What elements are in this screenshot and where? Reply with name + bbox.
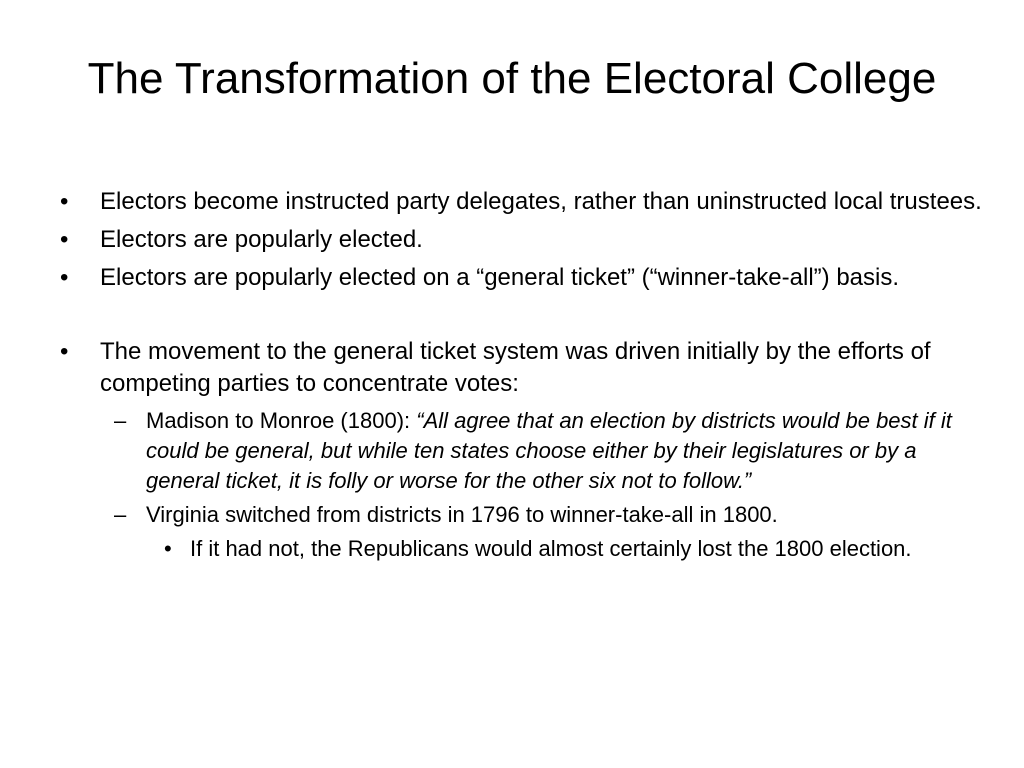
bullet-item-movement (56, 336, 986, 400)
slide-body (56, 186, 986, 564)
sub-bullet-quote: “All agree that an election by districts would be best if it could be general, but while ten states choose either by their legislatures or by a general ticket, it is folly or worse for the other six not to follow.” (146, 408, 952, 493)
bullet-marker: • (60, 226, 69, 253)
sub-bullet-virginia (56, 500, 986, 530)
bullet-marker: • (164, 536, 172, 561)
dash-marker: – (114, 408, 127, 433)
bullet-item-instructed-delegates (56, 186, 986, 218)
sub-sub-bullet-republicans (56, 534, 986, 564)
bullet-marker: • (60, 338, 69, 365)
bullet-marker: • (60, 264, 69, 291)
bullet-marker: • (60, 188, 69, 215)
slide-title: The Transformation of the Electoral College (87, 54, 937, 103)
bullet-item-general-ticket (56, 262, 986, 294)
sub-sub-bullet-text: If it had not, the Republicans would almost certainly lost the 1800 election. (190, 536, 912, 561)
dash-marker: – (114, 502, 127, 527)
sub-bullet-lead: Madison to Monroe (1800): (146, 408, 417, 433)
bullet-text: Electors become instructed party delegates, rather than uninstructed local trustees. (100, 188, 982, 215)
bullet-text: Electors are popularly elected. (100, 226, 423, 253)
bullet-text: The movement to the general ticket system was driven initially by the efforts of competing parties to concentrate votes: (100, 338, 931, 397)
bullet-text: Electors are popularly elected on a “general ticket” (“winner-take-all”) basis. (100, 264, 900, 291)
bullet-item-popularly-elected (56, 224, 986, 256)
sub-bullet-text: Virginia switched from districts in 1796 to winner-take-all in 1800. (146, 502, 778, 527)
sub-bullet-madison-quote (56, 406, 986, 496)
